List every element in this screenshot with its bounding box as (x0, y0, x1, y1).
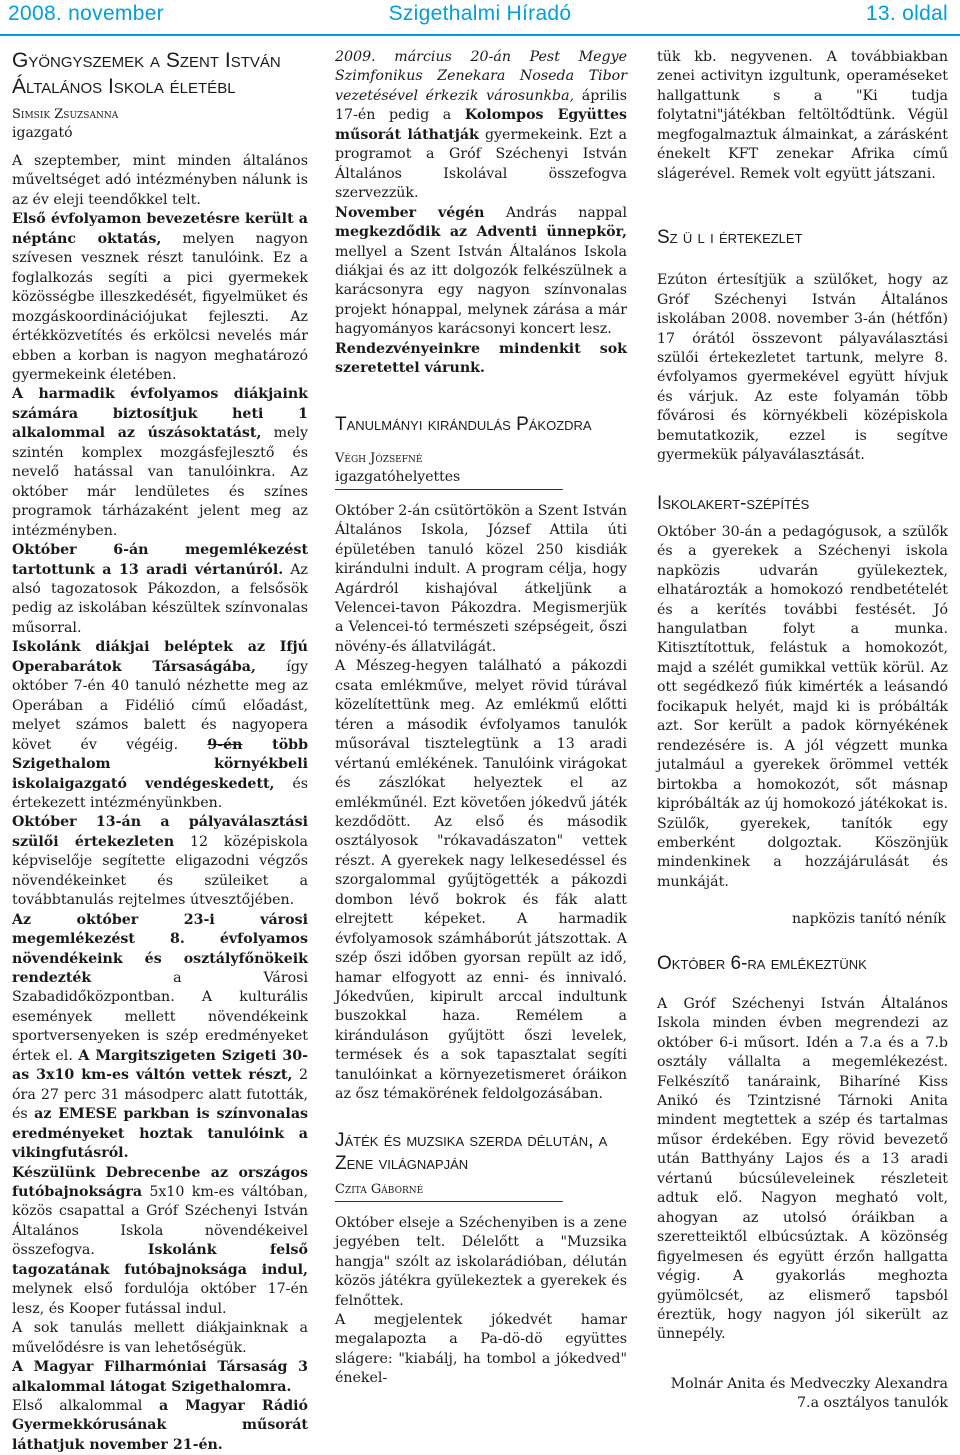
paragraph: A szeptember, mint minden általános műveltséget adó intézményben nálunk is az év eleji teendőkkel telt. (12, 153, 308, 208)
article-author: Simsik Zsuzsanna (12, 107, 119, 122)
section-title: Tanulmányi kirándulás Pákozdra (335, 413, 592, 435)
signature: Molnár Anita és Medveczky Alexandra (670, 1375, 948, 1392)
paragraph: 2009. március 20-án Pest Megye Szimfonikus Zenekara Noseda Tibor vezetésével érkezik városunkba, április 17-én pedig a Kolompos Együttes műsorát láthatják gyermekeink. Ezt a programot a Gróf Széchenyi István Általános Iskolával összefogva szervezzük. (335, 49, 628, 202)
paragraph: Október 30-án a pedagógusok, a szülők és a gyerekek a Széchenyi iskola napközis udvarán gyülekeztek, elhatározták a homokozó rendbetételét és a kerítés további festését. Jó hangulatban folyt a munka. Kitisztítottuk, felástuk a homokozót, majd a szélét gumikkal vettük körül. Az ott segédkező fiúk kimérték a leásandó focikapuk helyét, majd ki is próbálták azt. Sor került a padok környékének rendezésére is. A jól végzett munka jutalmául a gyerekek örömmel vették birtokba a homokozót, sőt másnap kipróbálták az új homokozó játékokat is. Szülők, gyerekek, tanítók egy emberként dolgoztak. Köszönjük mindenkinek a hozzájárulását és munkáját. (657, 523, 948, 890)
newspaper-title: Szigethalmi Híradó (388, 2, 572, 25)
issue-date: 2008. november (8, 2, 164, 25)
paragraph: Az október 23-i városi megemlékezést 8. évfolyamos növendékeink és osztályfőnökeik rendezték a Városi Szabadidőközpontban. A kulturális események mellett növendékeink sportversenyeken is szép eredményeket értek el. A Margitszigeten Szigeti 30-as 3x10 km-es váltón vettek részt, 2 óra 27 perc 31 másodperc alatt futották, és az EMESE parkban is színvonalas eredményeket hoztak tanulóink a vikingfutásról. (12, 911, 309, 1162)
page-header (0, 0, 960, 33)
paragraph: Október 13-án a pályaválasztási szülői értekezleten 12 középiskola képviselője segítette eligazodni végzős növendékeinket és szüleiket a továbbtanulás rejtelmes útvesztőjében. (12, 814, 308, 909)
author-role: igazgató (12, 125, 73, 141)
author-role: igazgatóhelyettes (335, 468, 461, 485)
paragraph: Rendezvényeinkre mindenkit sok szeretettel várunk. (335, 340, 627, 377)
article-title: Gyöngyszemek a Szent István Általános Iskola életébl (12, 49, 281, 98)
paragraph: A Mészeg-hegyen található a pákozdi csata emlékműve, melyet rövid túrával közelítettünk meg. Az emlékmű előtti téren a második évfolyamos tanulók műsorával tisztelegtünk a 13 aradi vértanú emlékének. Tanulóink virágokat és zászlókat helyeztek el az emlékműnél. Ezt követően jókedvű játék kezdődött. Az első és második osztályosok "rókavadászaton" vettek részt. A gyerekek nagy lelkesedéssel és szorgalommal gyűjtögették a pákozdi dombon lévő bokrok és fák alatt elrejtett képeket. A harmadik évfolyamosok számháborút játszottak. A szép őszi időben gyorsan repült az idő, hamar elfogyott az enni- és innivaló. Jókedvűen, kipirult arccal indultunk buszokkal haza. Remélem a kiránduláson gyűjtött őszi levelek, termések és a sok tapasztalat segíti tanulóinkat a környezetismeret óráikon az ősz témakörének feldolgozásában. (335, 658, 627, 1103)
section-author: Czita Gáborné (335, 1181, 424, 1197)
signature: napközis tanító néník (791, 911, 946, 928)
column-3 (657, 48, 948, 1414)
paragraph: Készülünk Debrecenbe az országos futóbajnokságra 5x10 km-es váltóban, közös csapattal a Gróf Széchenyi István Általános Iskola növendékeivel összefogva. Iskolánk felső tagozatának futóbajnoksága indul, melynek első fordulója október 17-én lesz, és Kooper futással indul. (12, 1164, 308, 1317)
column-1 (12, 48, 308, 1455)
section-author: Végh Józsefné (335, 450, 423, 466)
section-title: Sz ü l i értekezlet (657, 227, 803, 249)
paragraph: Első évfolyamon bevezetésre került a néptánc oktatás, melyen nagyon szívesen vesznek részt tanulóink. Ez a foglalkozás segíti a pici gyermekek közösségbe illeszkedését, figyelmüket és mozgáskoordinációjukat fejleszti. Az értékközvetítés és erkölcsi nevelés már ebben a korban is nagyon meghatározó gyermekeink életében. (12, 211, 308, 383)
paragraph: November végén András nappal megkezdődik az Adventi ünnepkör, mellyel a Szent István Általános Iskola diákjai és az itt dolgozók felkészülnek a karácsonyra egy nagyon színvonalas projekt hónappal, melynek zárása a már hagyományos karácsonyi koncert lesz. (335, 204, 627, 338)
paragraph: Ezúton értesítjük a szülőket, hogy az Gróf Széchenyi István Általános iskolában 2008. november 3-án (hétfőn) 17 órától összevont pályaválasztási szülői értekezletet tartunk, melyre 8. évfolyamos gyermekével együtt hívjuk és várjuk. Az este folyamán több fővárosi és környékbeli középiskola bemutatkozik, ezzel is segítve gyermekük pályaválasztását. (657, 272, 948, 464)
signature: 7.a osztályos tanulók (797, 1395, 948, 1412)
section-rule (335, 1201, 563, 1202)
header-rule (0, 34, 960, 36)
paragraph: A megjelentek jókedvét hamar megalapozta a Pa-dö-dö együttes slágere: "kiabálj, ha tombol a jókedved" énekel- (335, 1312, 627, 1387)
paragraph: Október 2-án csütörtökön a Szent István Általános Iskola, József Attila úti épületében tanuló közel 250 kisdiák kirándulni indult. A program célja, hogy Agárdról kishajóval átkeljünk a Velencei-tavon Pákozdra. Megismerjük a Velencei-tó természeti szépségeit, őszi növény-és állatvilágát. (335, 502, 627, 655)
section-title: Október 6-ra emlékeztünk (657, 952, 867, 974)
paragraph: A Gróf Széchenyi István Általános Iskola minden évben megrendezi az október 6-i műsort. Idén a 7.a és a 7.b osztály vállalta a megemlékezést. Felkészítő tanáraink, Biharíné Kiss Anikó és Tzintzisné Tárnoki Anita mindent megtettek a szép és tartalmas műsor érdekében. Egy rövid bevezető után Batthyány Lajos és a 13 aradi vértanú búcsúleveleinek részleteit adtuk elő. Nagyon megható volt, ahogyan az utolsó óráikban a szeretteiktől elbúcsúztak. A közönség figyelmesen és együtt érzőn hallgatta végig. A gyakorlás meghozta gyümölcsét, az elismerő tapsból éreztük, hogy nagyon jól sikerült az ünnepély. (657, 995, 948, 1343)
paragraph: Iskolánk diákjai beléptek az Ifjú Operabarátok Társaságába, így október 7-én 40 tanuló nézhette meg az Operában a Fidélió című előadást, melyet számos balett és nagyopera követ év végéig. 9-én több Szigethalom környékbeli iskolaigazgató vendégeskedett, és értekezett intézményünkben. (12, 639, 309, 811)
paragraph: Október 6-án megemlékezést tartottunk a 13 aradi vértanúról. Az alsó tagozatosok Pákozdon, a felsősök pedig az iskolában készültek színvonalas műsorral. (12, 542, 308, 636)
paragraph: Első alkalommal a Magyar Rádió Gyermekkórusának műsorát láthatjuk november 21-én. (12, 1398, 308, 1453)
page-number: 13. oldal (865, 2, 948, 25)
section-title: Játék és muzsika szerda délután, a Zene világnapján (335, 1129, 608, 1174)
section-title: Iskolakert-szépítés (657, 492, 810, 514)
paragraph: A harmadik évfolyamos diákjaink számára biztosítjuk heti 1 alkalommal az úszásoktatást, mely szintén komplex mozgásfejlesztő és nevelő hatással van tanulóinkra. Az október már lendületes és színes programok tárházaként jelent meg az intézményben. (12, 386, 308, 539)
paragraph: Október elseje a Széchenyiben is a zene jegyében telt. Délelőtt a "Muzsika hangja" szólt az iskolarádióban, délután közös játékra gyülekeztek a gyerekek és felnőttek. (335, 1214, 627, 1309)
paragraph: tük kb. negyvenen. A továbbiakban zenei activityn izgultunk, operaméseket hallgattunk s a "Ki tudja folytatni"játékban feltöltődtünk. Végül megfogalmaztuk álmainkat, a zárásként énekelt KFT zenekar Afrika című slágerével. Remek volt együtt játszani. (657, 49, 948, 182)
column-2 (335, 48, 627, 1389)
section-rule (335, 489, 563, 490)
paragraph: A sok tanulás mellett diákjainknak a művelődésre is van lehetőségük. (12, 1320, 308, 1356)
paragraph: A Magyar Filharmóniai Társaság 3 alkalommal látogat Szigethalomra. (12, 1359, 308, 1395)
